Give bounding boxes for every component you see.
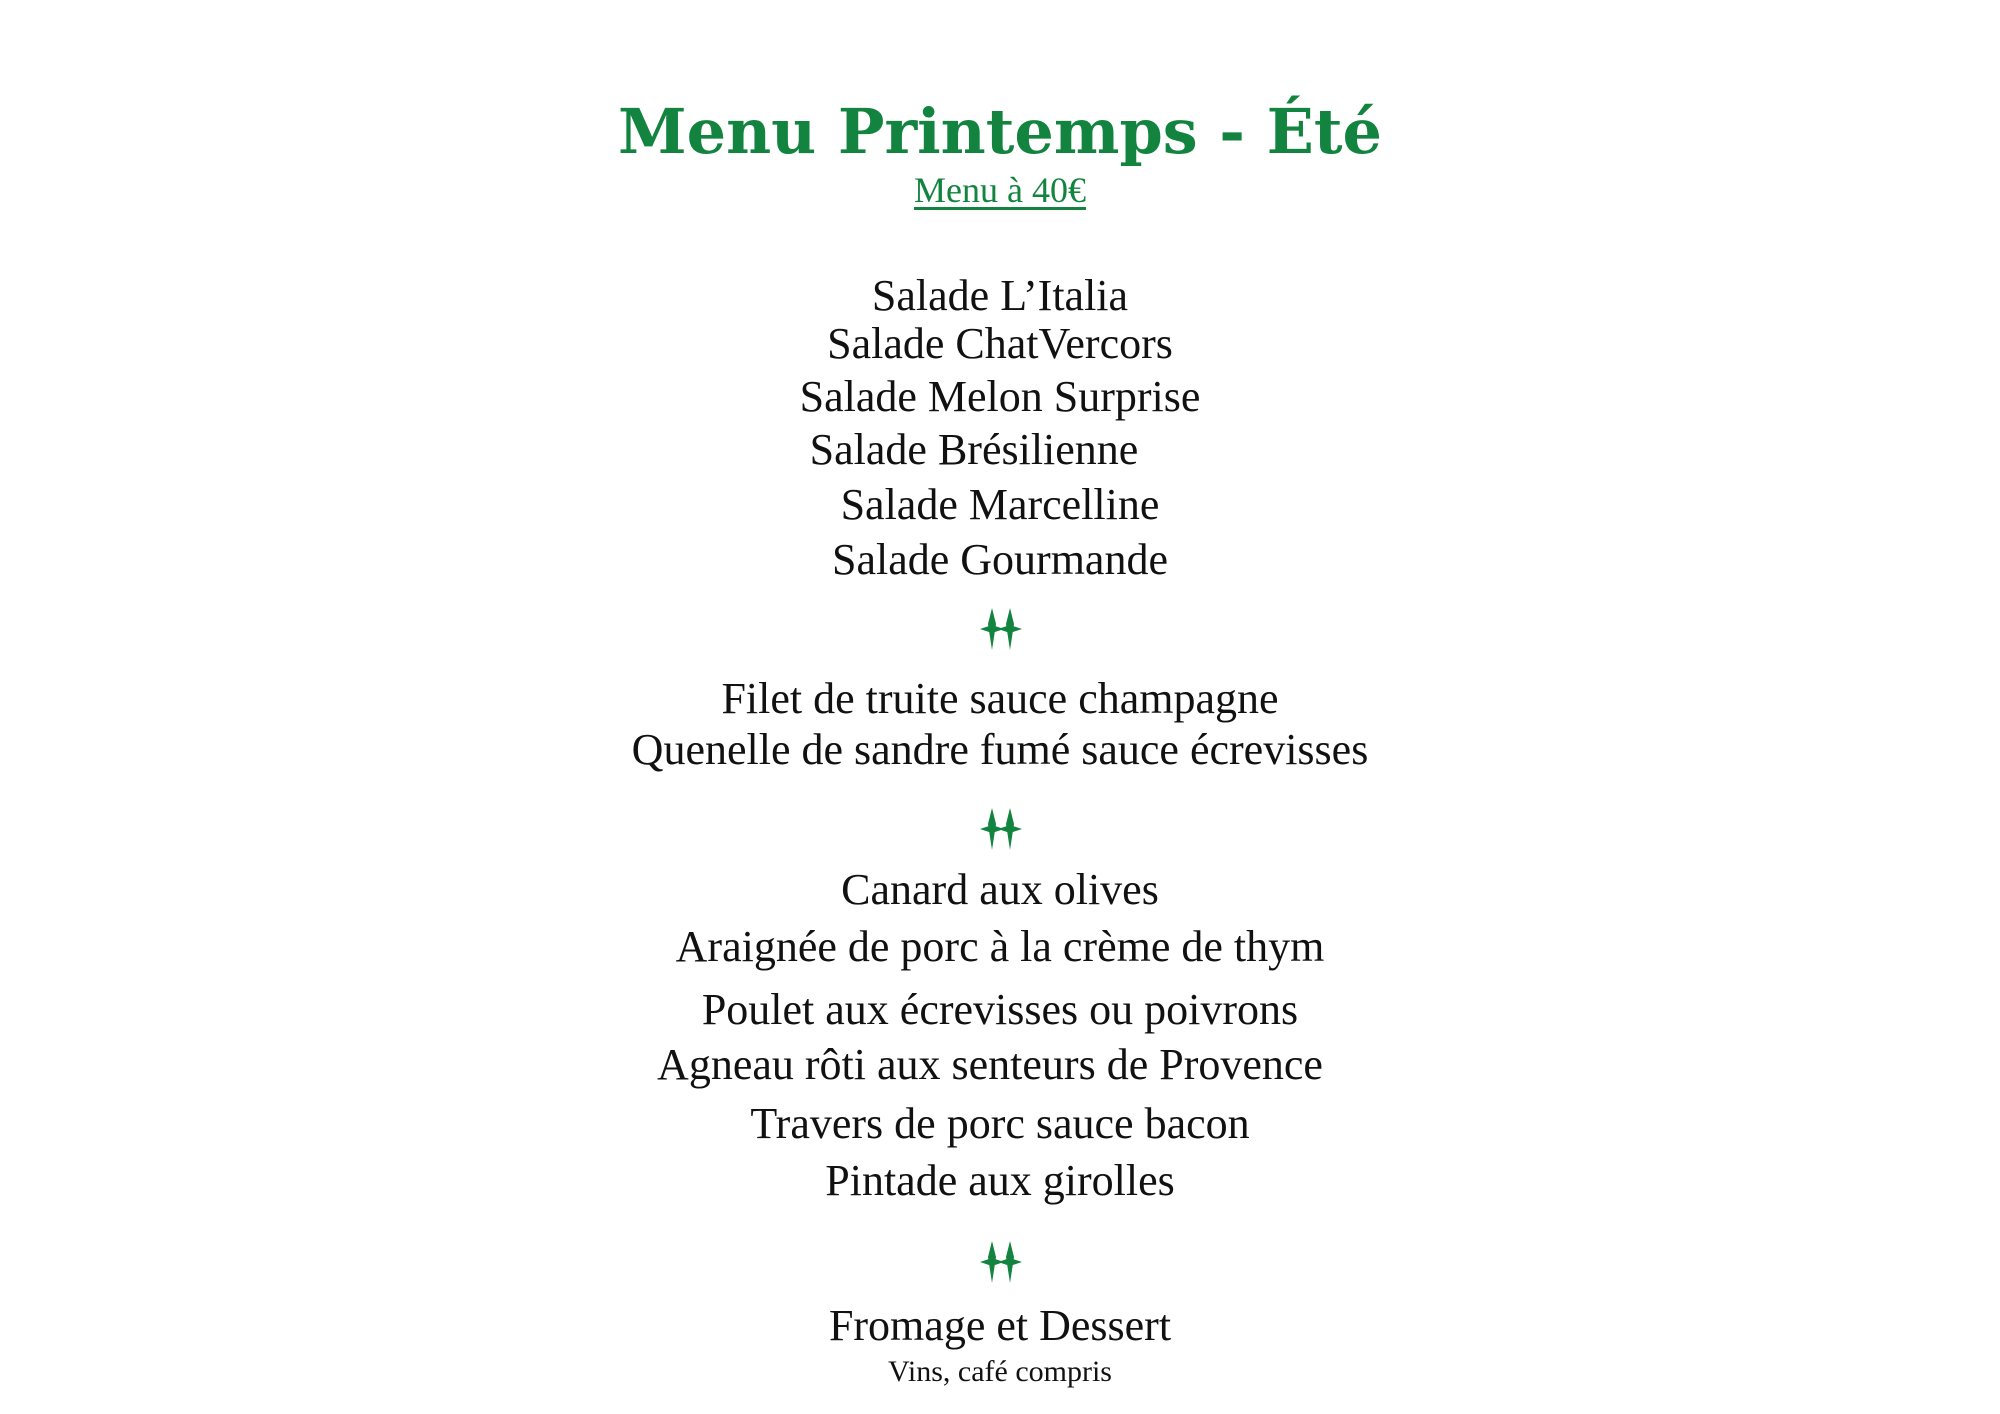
menu-price: Menu à 40€ bbox=[914, 170, 1086, 210]
entree-item: Salade ChatVercors bbox=[827, 319, 1173, 368]
entree-item: Salade Gourmande bbox=[832, 535, 1168, 584]
fish-item: Quenelle de sandre fumé sauce écrevisses bbox=[631, 725, 1369, 774]
main-item: Araignée de porc à la crème de thym bbox=[675, 922, 1325, 971]
menu-title: Menu Printemps - Été bbox=[618, 95, 1382, 168]
menu-note: Vins, café compris bbox=[888, 1355, 1112, 1388]
double-star-ornament-icon bbox=[978, 806, 1024, 852]
entree-item: Salade Marcelline bbox=[840, 480, 1160, 529]
main-item: Travers de porc sauce bacon bbox=[750, 1099, 1250, 1148]
entree-item: Salade Brésilienne bbox=[809, 425, 1139, 474]
double-star-ornament-icon bbox=[978, 606, 1024, 652]
dessert-item: Fromage et Dessert bbox=[828, 1301, 1172, 1350]
main-item: Pintade aux girolles bbox=[825, 1156, 1175, 1205]
entree-item: Salade Melon Surprise bbox=[799, 372, 1201, 421]
main-item: Agneau rôti aux senteurs de Provence bbox=[657, 1040, 1323, 1089]
main-item: Poulet aux écrevisses ou poivrons bbox=[701, 985, 1299, 1034]
double-star-ornament-icon bbox=[978, 1239, 1024, 1285]
fish-item: Filet de truite sauce champagne bbox=[721, 674, 1279, 723]
main-item: Canard aux olives bbox=[841, 865, 1159, 914]
entree-item: Salade L’Italia bbox=[871, 271, 1129, 320]
